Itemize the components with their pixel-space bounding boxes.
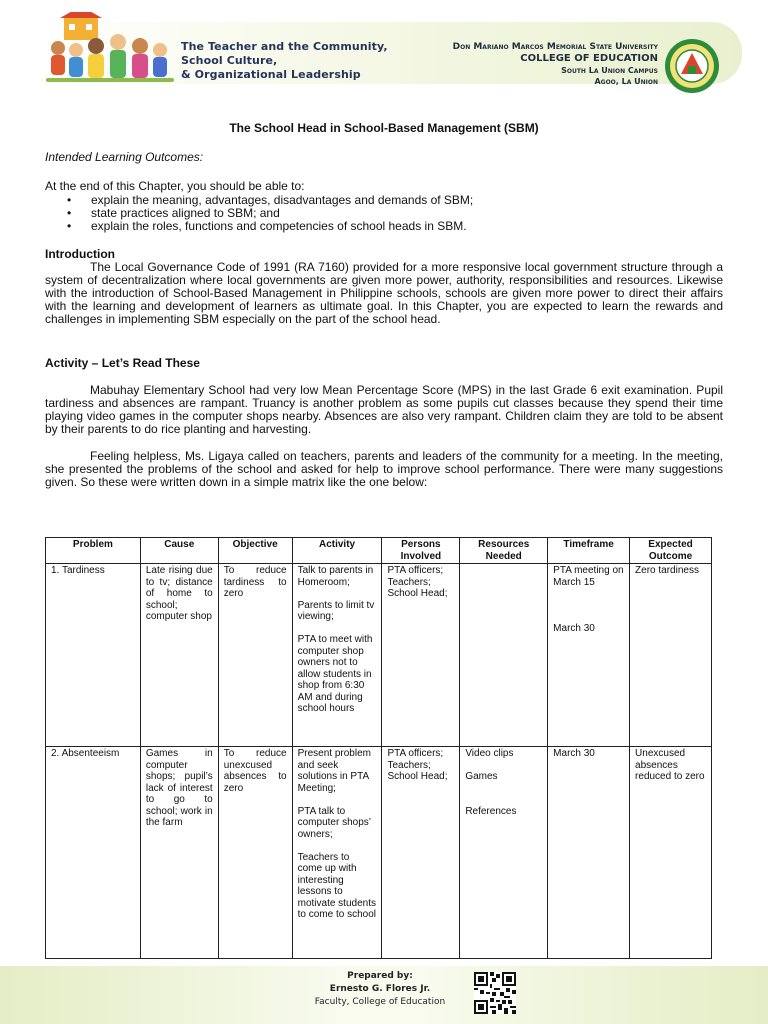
table-cell: Unexcused absences reduced to zero	[630, 747, 712, 959]
activity-item: PTA talk to computer shops’ owners;	[297, 805, 371, 840]
table-cell	[292, 747, 382, 959]
table-cell: March 30	[548, 747, 630, 959]
page-footer	[0, 966, 768, 1024]
course-title-line2: School Culture,	[181, 54, 278, 67]
table-cell: To reduce unexcused absences to zero	[218, 747, 292, 959]
prepared-by-block	[290, 970, 470, 1009]
introduction-heading: Introduction	[45, 247, 115, 261]
table-row	[46, 564, 712, 747]
course-title	[181, 40, 401, 82]
children-illustration-icon	[44, 12, 176, 88]
campus-name: South La Union Campus	[561, 66, 658, 75]
table-cell: Zero tardiness	[630, 564, 712, 747]
table-cell	[548, 564, 630, 747]
resource-item: Games	[465, 771, 498, 782]
table-cell	[460, 564, 548, 747]
activity-item: PTA to meet with computer shop owners not to allow students in shop from 6:30 AM and during school hours	[297, 634, 373, 714]
course-title-line1: The Teacher and the Community,	[181, 40, 388, 53]
column-header: Persons Involved	[382, 538, 460, 564]
activity-item: Teachers to come up with interesting lessons to motivate students to come to school	[297, 851, 376, 920]
introduction-paragraph: The Local Governance Code of 1991 (RA 7160) provided for a more responsive local government structure through a system of decentralization where local governments are given more power, authority, responsibilities and resources. Likewise with the introduction of School-Based Management in Philippine schools, schools are given more power to direct their affairs with the learning and development of learners as ultimate goal. In this Chapter, you are expected to learn the rewards and challenges in implementing SBM especially on the part of the school head.	[45, 260, 723, 326]
table-cell	[292, 564, 382, 747]
column-header: Cause	[140, 538, 218, 564]
qr-code-icon	[474, 972, 516, 1014]
campus-location: Agoo, La Union	[594, 77, 658, 86]
list-item-text: explain the meaning, advantages, disadvantages and demands of SBM;	[91, 193, 474, 207]
column-header: Activity	[292, 538, 382, 564]
bullet-icon: •	[67, 219, 72, 233]
column-header: Objective	[218, 538, 292, 564]
timeframe-item: PTA meeting on March 15	[553, 565, 624, 588]
university-seal-icon	[664, 38, 720, 94]
author-name: Ernesto G. Flores Jr.	[329, 984, 431, 994]
course-title-line3: & Organizational Leadership	[181, 68, 361, 81]
university-name: Don Mariano Marcos Memorial State University	[452, 42, 658, 52]
column-header: Problem	[46, 538, 141, 564]
table-cell: 2. Absenteeism	[46, 747, 141, 959]
activity-item: Present problem and seek solutions in PTA Meeting;	[297, 748, 371, 794]
table-cell: PTA officers; Teachers; School Head;	[382, 564, 460, 747]
table-cell: PTA officers; Teachers; School Head;	[382, 747, 460, 959]
activity-paragraph-1: Mabuhay Elementary School had very low Mean Percentage Score (MPS) in the last Grade 6 exit examination. Pupil tardiness and absences are rampant. Truancy is another problem as some pupils cut classes because they spend their time playing video games in the computer shops nearby. Absences are also very rampant. Children claim they are told to be absent by their parents to do rice planting and harvesting.	[45, 383, 723, 436]
list-item-text: explain the roles, functions and competencies of school heads in SBM.	[91, 219, 467, 233]
table-cell: Late rising due to tv; distance of home to school; computer shop	[140, 564, 218, 747]
list-item-text: state practices aligned to SBM; and	[91, 206, 280, 220]
table-cell: To reduce tardiness to zero	[218, 564, 292, 747]
activity-item: Talk to parents in Homeroom;	[297, 565, 374, 588]
ilo-list	[45, 194, 723, 233]
prepared-by-label: Prepared by:	[347, 971, 413, 981]
university-block	[453, 41, 658, 87]
college-name: COLLEGE OF EDUCATION	[520, 53, 658, 64]
table-row	[46, 747, 712, 959]
activity-heading: Activity – Let’s Read These	[45, 356, 200, 370]
ilo-heading: Intended Learning Outcomes:	[45, 150, 204, 164]
table-cell: Games in computer shops; pupil’s lack of interest to go to school; work in the farm	[140, 747, 218, 959]
document-title: The School Head in School-Based Management (SBM)	[229, 121, 539, 135]
author-position: Faculty, College of Education	[314, 997, 446, 1007]
bullet-icon: •	[67, 206, 72, 220]
page-header	[0, 0, 768, 100]
table-cell	[460, 747, 548, 959]
table-header-row	[46, 538, 712, 564]
activity-item: Parents to limit tv viewing;	[297, 599, 375, 622]
bullet-icon: •	[67, 193, 72, 207]
resource-item: References	[465, 805, 517, 817]
column-header: Expected Outcome	[630, 538, 712, 564]
document-body	[45, 122, 723, 489]
activity-paragraph-2: Feeling helpless, Ms. Ligaya called on teachers, parents and leaders of the community for a meeting. In the meeting, she presented the problems of the school and asked for help to improve school performance. There were many suggestions given. So these were written down in a simple matrix like the one below:	[45, 449, 723, 489]
timeframe-item: March 30	[553, 622, 595, 634]
column-header: Timeframe	[548, 538, 630, 564]
table-cell: 1. Tardiness	[46, 564, 141, 747]
sbm-matrix-table	[45, 537, 712, 959]
column-header: Resources Needed	[460, 538, 548, 564]
ilo-intro: At the end of this Chapter, you should be able to:	[45, 179, 305, 193]
list-item	[45, 220, 723, 233]
resource-item: Video clips	[465, 748, 514, 759]
